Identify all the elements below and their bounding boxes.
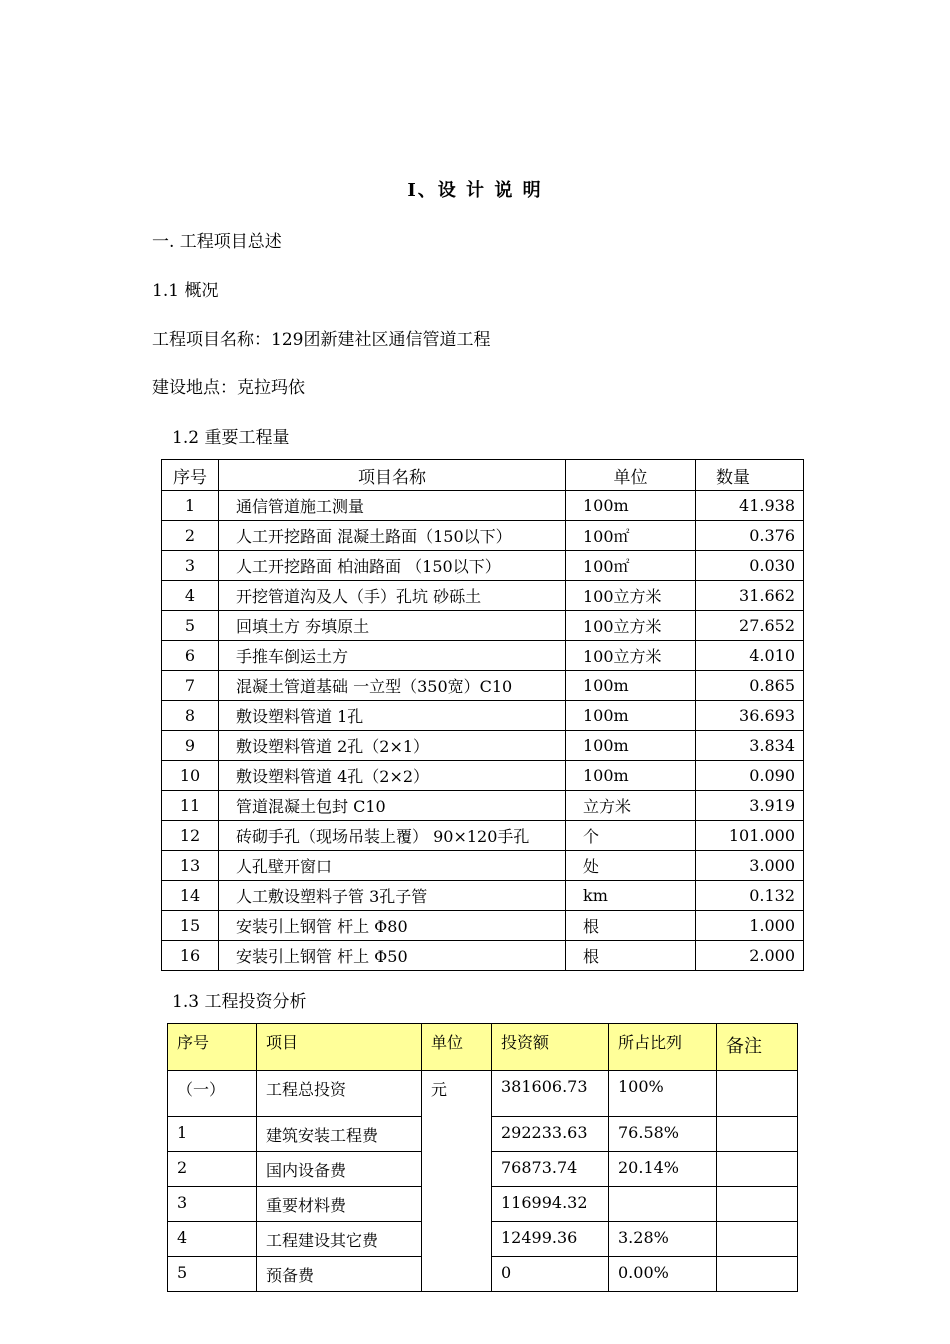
cell-unit: 100m: [566, 491, 696, 521]
cell-index: 16: [162, 941, 219, 971]
table-header-row: [168, 1024, 798, 1071]
cell-item-name: 安装引上钢管 杆上 Φ50: [219, 941, 566, 971]
cell-item-name: 开挖管道沟及人（手）孔坑 砂砾土: [219, 581, 566, 611]
cell-index: 7: [162, 671, 219, 701]
cell-index: 12: [162, 821, 219, 851]
cell-percent: 76.58%: [609, 1117, 717, 1152]
header-cell: 序号: [162, 460, 219, 491]
cell-item-name: 敷设塑料管道 4孔（2×2）: [219, 761, 566, 791]
cell-note: [717, 1222, 798, 1257]
cell-unit: 100立方米: [566, 611, 696, 641]
cell-percent: 100%: [609, 1071, 717, 1117]
cell-index: 15: [162, 911, 219, 941]
cell-unit: 100㎡: [566, 551, 696, 581]
table-row: [162, 551, 804, 581]
cell-quantity: 36.693: [696, 701, 804, 731]
section-heading-investment: 1.3 工程投资分析: [172, 992, 307, 1012]
header-cell: 投资额: [492, 1024, 609, 1071]
cell-quantity: 101.000: [696, 821, 804, 851]
cell-item-name: 管道混凝土包封 C10: [219, 791, 566, 821]
table-row: [162, 611, 804, 641]
cell-index: 8: [162, 701, 219, 731]
cell-unit: 根: [566, 941, 696, 971]
table-row: [162, 521, 804, 551]
cell-index: 9: [162, 731, 219, 761]
table-row: [162, 491, 804, 521]
cell-unit: 100立方米: [566, 641, 696, 671]
cell-percent: 3.28%: [609, 1222, 717, 1257]
cell-unit: 个: [566, 821, 696, 851]
header-cell: 备注: [717, 1024, 798, 1071]
section-heading-quantities: 1.2 重要工程量: [172, 428, 290, 448]
cell-item: 工程总投资: [257, 1071, 422, 1117]
table-row: [162, 641, 804, 671]
cell-unit: 100㎡: [566, 521, 696, 551]
header-cell: 数量: [696, 460, 804, 491]
cell-index: （一）: [168, 1071, 257, 1117]
cell-unit: 100m: [566, 731, 696, 761]
header-cell: 所占比列: [609, 1024, 717, 1071]
cell-item-name: 人孔壁开窗口: [219, 851, 566, 881]
cell-quantity: 0.865: [696, 671, 804, 701]
project-name-line: 工程项目名称：129团新建社区通信管道工程: [152, 330, 491, 350]
cell-index: 4: [168, 1222, 257, 1257]
cell-amount: 0: [492, 1257, 609, 1292]
cell-quantity: 4.010: [696, 641, 804, 671]
table-row: [162, 671, 804, 701]
table-row: [162, 761, 804, 791]
cell-quantity: 3.000: [696, 851, 804, 881]
cell-item-name: 人工开挖路面 柏油路面 （150以下）: [219, 551, 566, 581]
quantity-table: [161, 459, 804, 971]
cell-item-name: 混凝土管道基础 一立型（350宽）C10: [219, 671, 566, 701]
table-row: [162, 851, 804, 881]
cell-quantity: 2.000: [696, 941, 804, 971]
header-cell: 单位: [566, 460, 696, 491]
cell-item-name: 敷设塑料管道 1孔: [219, 701, 566, 731]
table-row: [162, 581, 804, 611]
cell-item-name: 安装引上钢管 杆上 Φ80: [219, 911, 566, 941]
document-title: I、设 计 说 明: [407, 180, 543, 201]
table-row: [162, 881, 804, 911]
cell-item-name: 人工开挖路面 混凝土路面（150以下）: [219, 521, 566, 551]
table-row: [168, 1071, 798, 1117]
cell-unit: 100立方米: [566, 581, 696, 611]
cell-quantity: 0.090: [696, 761, 804, 791]
location-line: 建设地点：克拉玛依: [152, 378, 305, 398]
cell-quantity: 1.000: [696, 911, 804, 941]
table-row: [162, 941, 804, 971]
cell-unit: 元: [422, 1071, 492, 1292]
cell-index: 13: [162, 851, 219, 881]
cell-item-name: 通信管道施工测量: [219, 491, 566, 521]
table-header-row: [162, 460, 804, 491]
cell-item-name: 手推车倒运土方: [219, 641, 566, 671]
cell-unit: 100m: [566, 671, 696, 701]
cell-item: 预备费: [257, 1257, 422, 1292]
cell-unit: 根: [566, 911, 696, 941]
table-row: [162, 731, 804, 761]
cell-item: 重要材料费: [257, 1187, 422, 1222]
cell-unit: 100m: [566, 701, 696, 731]
cell-index: 1: [162, 491, 219, 521]
cell-quantity: 0.030: [696, 551, 804, 581]
cell-amount: 381606.73: [492, 1071, 609, 1117]
cell-amount: 292233.63: [492, 1117, 609, 1152]
cell-item-name: 砖砌手孔（现场吊装上覆） 90×120手孔: [219, 821, 566, 851]
cell-item: 国内设备费: [257, 1152, 422, 1187]
cell-note: [717, 1071, 798, 1117]
table-row: [162, 791, 804, 821]
header-cell: 项目名称: [219, 460, 566, 491]
cell-note: [717, 1117, 798, 1152]
cell-unit: 处: [566, 851, 696, 881]
cell-unit: km: [566, 881, 696, 911]
cell-quantity: 0.132: [696, 881, 804, 911]
cell-index: 4: [162, 581, 219, 611]
cell-percent: 20.14%: [609, 1152, 717, 1187]
table-row: [162, 911, 804, 941]
cell-quantity: 41.938: [696, 491, 804, 521]
table-row: [162, 701, 804, 731]
cell-index: 14: [162, 881, 219, 911]
cell-note: [717, 1187, 798, 1222]
cell-unit: 100m: [566, 761, 696, 791]
header-cell: 单位: [422, 1024, 492, 1071]
cell-amount: 76873.74: [492, 1152, 609, 1187]
cell-index: 2: [168, 1152, 257, 1187]
cell-quantity: 31.662: [696, 581, 804, 611]
investment-table: [167, 1023, 798, 1292]
cell-item-name: 人工敷设塑料子管 3孔子管: [219, 881, 566, 911]
cell-quantity: 0.376: [696, 521, 804, 551]
cell-amount: 116994.32: [492, 1187, 609, 1222]
cell-quantity: 27.652: [696, 611, 804, 641]
cell-index: 5: [168, 1257, 257, 1292]
cell-note: [717, 1152, 798, 1187]
cell-percent: [609, 1187, 717, 1222]
cell-item-name: 敷设塑料管道 2孔（2×1）: [219, 731, 566, 761]
cell-index: 3: [162, 551, 219, 581]
cell-index: 6: [162, 641, 219, 671]
cell-percent: 0.00%: [609, 1257, 717, 1292]
cell-index: 5: [162, 611, 219, 641]
cell-item-name: 回填土方 夯填原土: [219, 611, 566, 641]
header-cell: 项目: [257, 1024, 422, 1071]
section-heading-overview: 一. 工程项目总述: [152, 232, 282, 252]
cell-quantity: 3.834: [696, 731, 804, 761]
section-heading-general: 1.1 概况: [152, 281, 219, 301]
cell-index: 11: [162, 791, 219, 821]
cell-amount: 12499.36: [492, 1222, 609, 1257]
cell-note: [717, 1257, 798, 1292]
header-cell: 序号: [168, 1024, 257, 1071]
cell-index: 10: [162, 761, 219, 791]
cell-item: 建筑安装工程费: [257, 1117, 422, 1152]
cell-quantity: 3.919: [696, 791, 804, 821]
cell-index: 1: [168, 1117, 257, 1152]
cell-index: 2: [162, 521, 219, 551]
table-row: [162, 821, 804, 851]
cell-index: 3: [168, 1187, 257, 1222]
cell-item: 工程建设其它费: [257, 1222, 422, 1257]
cell-unit: 立方米: [566, 791, 696, 821]
